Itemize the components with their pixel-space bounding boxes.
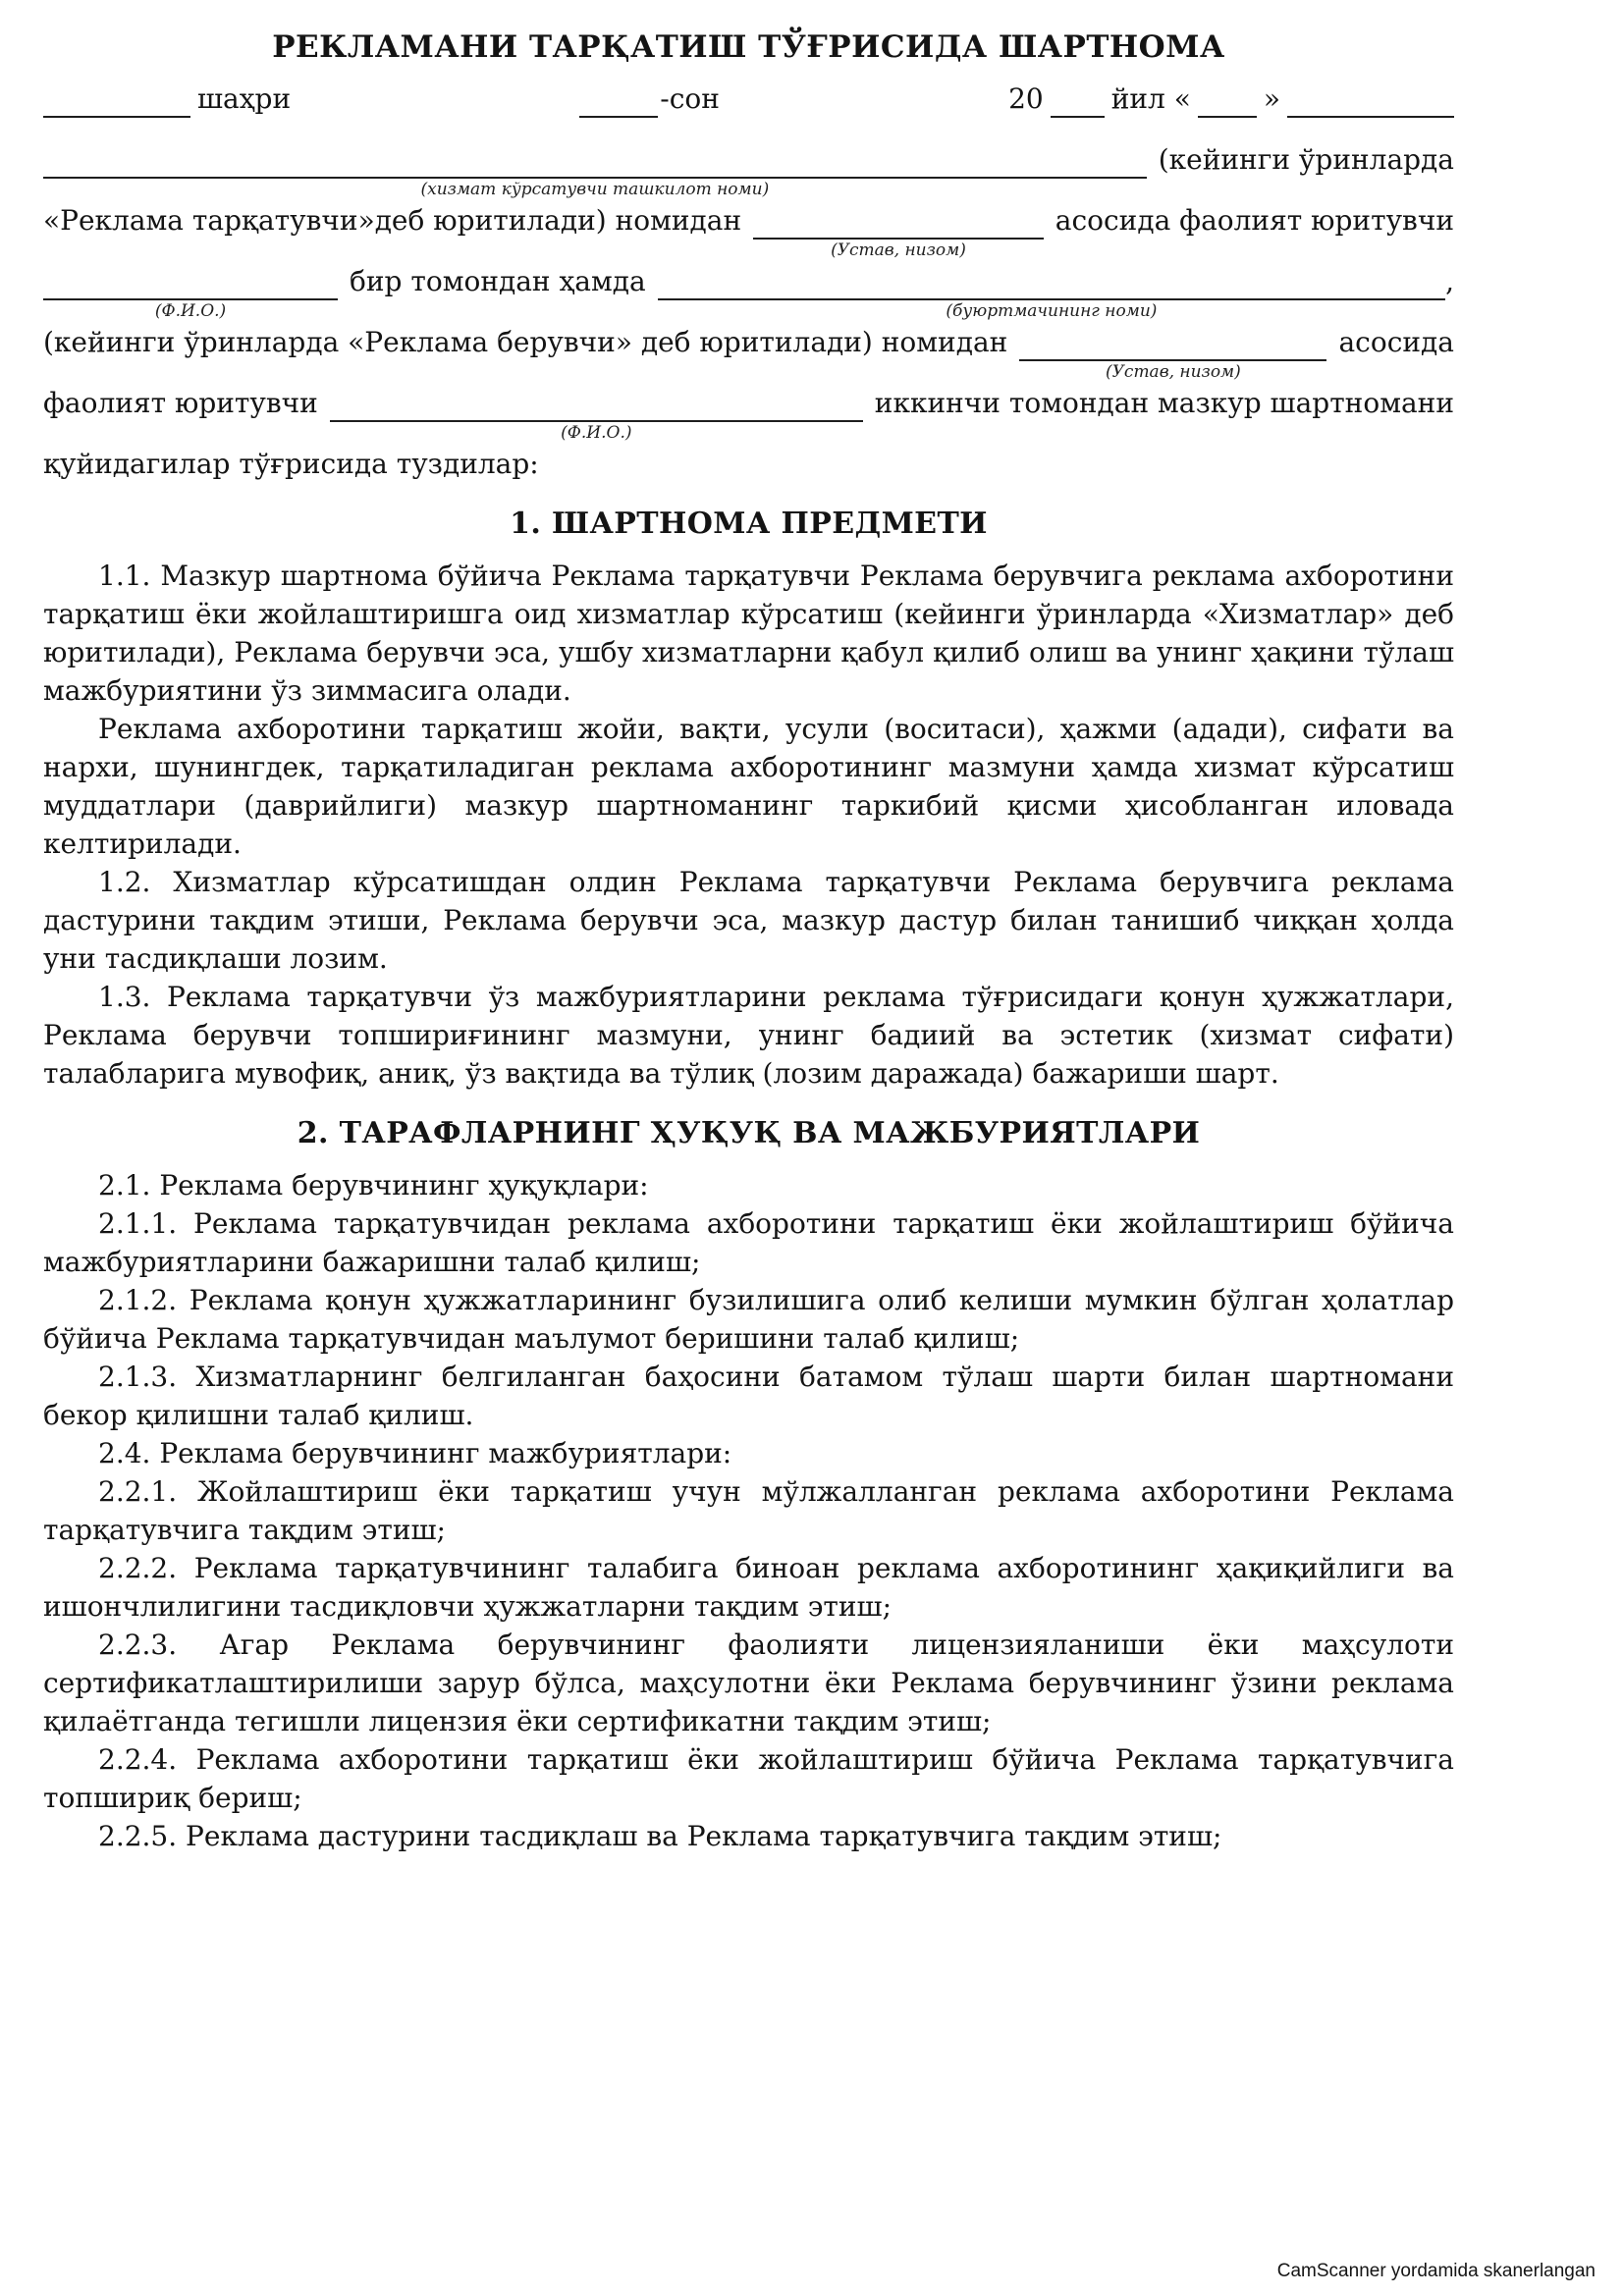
- blank-provider-fio-wrap: [330, 391, 863, 443]
- caption-customer-name: (буюртмачининг номи): [946, 301, 1158, 321]
- blank-charter-2: [1019, 330, 1326, 361]
- caption-organization-name: (хизмат кўрсатувчи ташкилот номи): [420, 180, 770, 199]
- line6-tail-text: иккинчи томондан мазкур шартномани: [874, 387, 1454, 419]
- section-1-heading: 1. ШАРТНОМА ПРЕДМЕТИ: [510, 507, 988, 541]
- blank-distributor-fio: [43, 269, 338, 300]
- blank-customer-name: [658, 269, 1445, 300]
- line5-tail-text: асосида: [1338, 326, 1454, 358]
- preamble-line-fio-customer: [43, 263, 1454, 321]
- line4-mid-text: бир томондан ҳамда: [350, 265, 646, 297]
- preamble-line-provider-fio: [43, 385, 1454, 443]
- caption-fio-2: (Ф.И.О.): [561, 423, 632, 443]
- preamble: [43, 80, 1454, 483]
- blank-organization-wrap: [43, 147, 1147, 199]
- line3-head-text: «Реклама тарқатувчи»деб юритилади) номидан: [43, 204, 742, 237]
- year-label: йил «: [1110, 82, 1191, 115]
- line2-tail-text: (кейинги ўринларда: [1158, 143, 1454, 176]
- preamble-line-provider: [43, 324, 1454, 382]
- blank-month: [1287, 86, 1454, 118]
- para-2-2-1: 2.2.1. Жойлаштириш ёки тарқатиш учун мўлжалланган реклама ахборотини Реклама тарқатувчига тақдим этиш;: [43, 1475, 1454, 1546]
- para-1-1-note: Реклама ахборотини тарқатиш жойи, вақти, усули (воситаси), ҳажми (адади), сифати ва нархи, шунингдек, тарқатиладиган реклама ахборотининг мазмуни ҳамда хизмат кўрсатиш муддатлари (даврийлиги) мазкур шартноманинг таркибий қисми ҳисобланган иловада келтирилади.: [43, 713, 1454, 860]
- para-1-3: 1.3. Реклама тарқатувчи ўз мажбуриятларини реклама тўғрисидаги қонун ҳужжатлари, Реклама берувчи топшириғининг мазмуни, унинг бадиий ва эстетик (хизмат сифати) талабларига мувофиқ, аниқ, ўз вақтида ва тўлиқ (лозим даражада) бажариши шарт.: [43, 981, 1454, 1090]
- contract-number-label: -сон: [660, 82, 720, 115]
- para-2-2-2: 2.2.2. Реклама тарқатувчининг талабига биноан реклама ахборотининг ҳақиқийлиги ва ишончлилигини тасдиқловчи ҳужжатларни тақдим этиш;: [43, 1552, 1454, 1623]
- para-2-2-3: 2.2.3. Агар Реклама берувчининг фаолияти лицензияланиши ёки маҳсулоти сертификатлаштирилиши зарур бўлса, маҳсулотни ёки Реклама берувчининг ўзини реклама қилаётганда тегишли лицензия ёки сертификатни тақдим этиш;: [43, 1629, 1454, 1737]
- para-2-1-1: 2.1.1. Реклама тарқатувчидан реклама ахборотини тарқатиш ёки жойлаштириш бўйича мажбуриятларини бажаришни талаб қилиш;: [43, 1207, 1454, 1278]
- city-label: шаҳри: [197, 82, 292, 115]
- para-2-2-4: 2.2.4. Реклама ахборотини тарқатиш ёки жойлаштириш бўйича Реклама тарқатувчига топшириқ бериш;: [43, 1743, 1454, 1814]
- blank-contract-number: [579, 86, 658, 118]
- line4-comma: ,: [1445, 265, 1454, 297]
- blank-year: [1051, 86, 1105, 118]
- para-2-4: 2.4. Реклама берувчининг мажбуриятлари:: [98, 1437, 732, 1469]
- para-2-2-5: 2.2.5. Реклама дастурини тасдиқлаш ва Реклама тарқатувчига тақдим этиш;: [98, 1820, 1222, 1852]
- section-2-heading: 2. ТАРАФЛАРНИНГ ҲУҚУҚ ВА МАЖБУРИЯТЛАРИ: [297, 1116, 1201, 1150]
- blank-provider-fio: [330, 391, 863, 422]
- caption-charter-1: (Устав, низом): [831, 240, 966, 260]
- blank-charter-1-wrap: [753, 208, 1044, 260]
- contract-number-group: [579, 80, 720, 118]
- caption-fio-1: (Ф.И.О.): [154, 301, 227, 321]
- line5-head-text: (кейинги ўринларда «Реклама берувчи» деб юритилади) номидан: [43, 326, 1008, 358]
- date-group: [1008, 80, 1454, 118]
- city-group: [43, 80, 291, 118]
- year-prefix: 20: [1008, 82, 1044, 115]
- blank-city-name: [43, 86, 190, 118]
- line6-head-text: фаолият юритувчи: [43, 387, 318, 419]
- para-2-1-2: 2.1.2. Реклама қонун ҳужжатларининг бузилишига олиб келиши мумкин бўлган ҳолатлар бўйича Реклама тарқатувчидан маълумот беришини талаб қилиш;: [43, 1284, 1454, 1355]
- blank-distributor-fio-wrap: [43, 269, 338, 321]
- para-2-1-3: 2.1.3. Хизматларнинг белгиланган баҳосини батамом тўлаш шарти билан шартномани бекор қилишни талаб қилиш.: [43, 1361, 1454, 1431]
- quote-close: »: [1263, 82, 1280, 115]
- preamble-line-organization: [43, 141, 1454, 199]
- para-1-1: 1.1. Мазкур шартнома бўйича Реклама тарқатувчи Реклама берувчига реклама ахборотини тарқатиш ёки жойлаштиришга оид хизматлар кўрсатиш (кейинги ўринларда «Хизматлар» деб юритилади), Реклама берувчи эса, ушбу хизматларни қабул қилиб олиш ва унинг ҳақини тўлаш мажбуриятини ўз зиммасига олади.: [43, 560, 1454, 707]
- para-1-2: 1.2. Хизматлар кўрсатишдан олдин Реклама тарқатувчи Реклама берувчига реклама дастурини тақдим этиши, Реклама берувчи эса, мазкур дастур билан танишиб чиққан ҳолда уни тасдиқлаши лозим.: [43, 866, 1454, 975]
- line3-tail-text: асосида фаолият юритувчи: [1055, 204, 1454, 237]
- preamble-line-distributor: [43, 202, 1454, 260]
- preamble-closing-line: қуйидагилар тўғрисида туздилар:: [43, 448, 539, 480]
- blank-organization-name: [43, 147, 1147, 179]
- preamble-line-city-number-date: [43, 80, 1454, 118]
- blank-customer-name-wrap: [658, 269, 1445, 321]
- caption-charter-2: (Устав, низом): [1106, 362, 1241, 382]
- para-2-1: 2.1. Реклама берувчининг ҳуқуқлари:: [98, 1169, 649, 1201]
- blank-charter-1: [753, 208, 1044, 240]
- blank-charter-2-wrap: [1019, 330, 1326, 382]
- document-title: РЕКЛАМАНИ ТАРҚАТИШ ТЎҒРИСИДА ШАРТНОМА: [272, 29, 1225, 65]
- camscanner-watermark: CamScanner yordamida skanerlangan: [1276, 2261, 1596, 2281]
- blank-day: [1198, 86, 1257, 118]
